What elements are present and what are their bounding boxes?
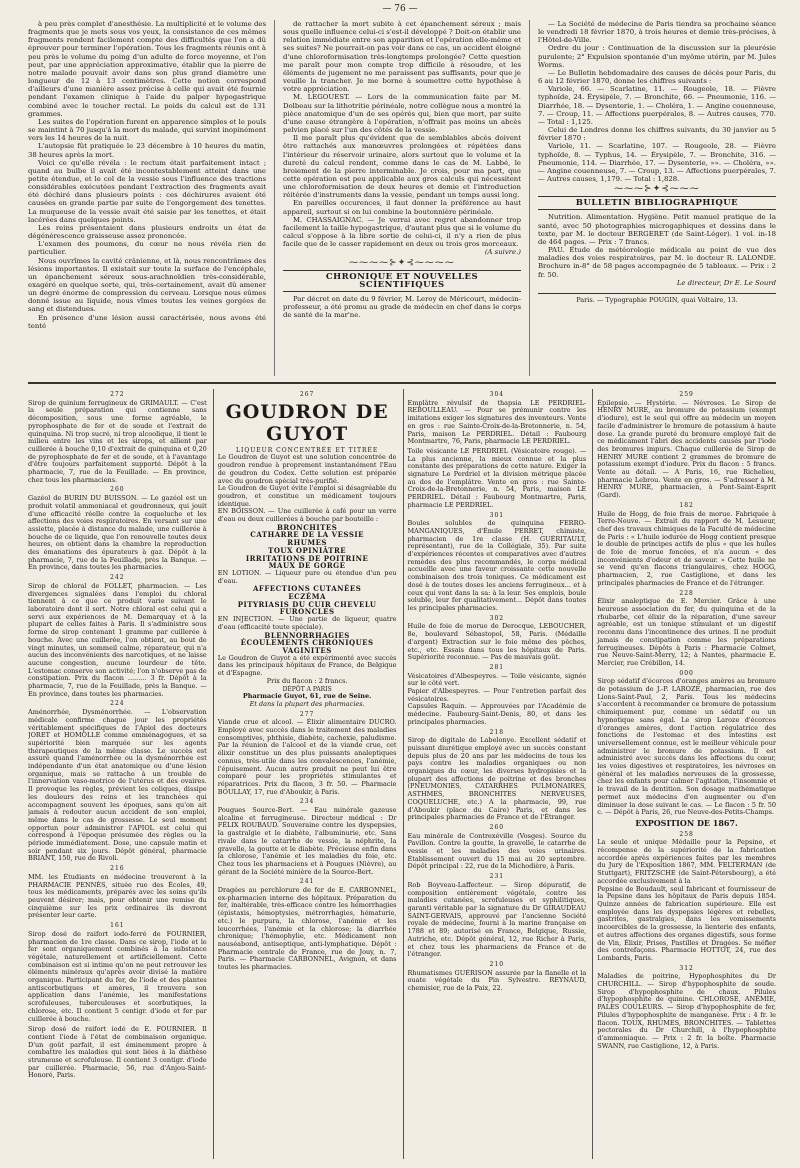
ad-pougues: Pougues Source-Bert. — Eau minérale gazeuse alcaline et ferrugineuse. Directeur médical : Dr FÉLIX ROUBAUD. Souveraine contre les dyspepsies, la gastralgie et le diabète, l'albuminurie, etc. Sans rivale dans le catarrhe de vessie, la néphrite, la gravelle, la goutte et le diabète. Précieuse enfin dans la chlorose, l'anémie et les maladies du foie, etc. Chez tous les pharmaciens et à Pougues (Nièvre), au gérant de la Société minière de la Source-Bert.: [217, 806, 397, 876]
ad-viande-crue: Viande crue et alcool. — Élixir alimentaire DUCRO. Employé avec succès dans le traitement des maladies consomptives, phthisie, diabète, cachexie, paludisme. Par la réunion de l'alcool et de la viande crue, cet élixir constitue un des plus puissants analeptiques connus, très-utile dans les convalescences, l'anémie, l'épuisement. Aucun autre produit ne peut lui être comparé pour les propriétés stimulantes et réparatrices. Prix du flacon, 3 fr. 50. — Pharmacie BOULLAY, 17, rue d'Aboukir, à Paris.: [217, 718, 397, 796]
article-column-3: [538, 20, 776, 376]
ad-emplatre: Emplâtre révulsif de thapsia LE PERDRIEL-REBOULLEAU. — Pour se prémunir contre les imitations exiger les signatures des inventeurs. Vente en gros : rue Sainte-Croix-de-la-Bretonnerie, n. 54, Paris, maison Le PERDRIEL. Détail : Faubourg Montmartre, 76, Paris, pharmacie LE PERDRIEL.: [407, 398, 587, 446]
list-item: MAUX DE GORGE: [268, 561, 346, 571]
ad-number: 281: [489, 663, 505, 671]
ad-number: 210: [489, 960, 505, 968]
ad-amenorrhee: Aménorrhée, Dysménorrhée. — L'observation médicale confirme chaque jour les propriétés véritablement spécifiques de l'Apiol des docteurs JORET et HOMOLLE comme emménagogues, et sa supériorité bien marquée sur les agents thérapeutiques de la même classe. Le succès est assuré quand l'aménorrhée ou la dysménorrhée est indépendante d'un état anatomique ou d'une lésion organique, mais se rattache à un trouble de l'innervation vaso-motrice de l'utérus et des ovaires. Il provoque les règles, prévient les coliques, dissipe les douleurs des reins et les tranchées qui accompagnent souvent les époques, sans qu'on ait jamais à redouter aucun accident de son emploi, même dans le cas de grossesse. Le seul moment opportun pour administrer l'APIOL est celui qui correspond à l'époque présumée des règles ou la période immédiatement. Dose, une capsule matin et soir pendant six jours. Dépôt général, pharmacie BRIANT, 150, rue de Rivoli.: [28, 708, 207, 863]
ad-number: 272: [110, 391, 125, 398]
list-item: AFFECTIONS CUTANÉES: [252, 584, 362, 594]
paragraph: Celui de Londres donne les chiffres suivants, du 30 janvier au 5 février 1870 :: [537, 126, 776, 143]
ad-goudron-text: Le Goudron de Guyot est une solution concentrée de goudron rendue à proprement instantanément l'Eau de goudron du Codex. Cette solution est préparée avec du goudron spécial très-purifié.: [217, 453, 397, 485]
ad-sirop-quinium: Sirop de quinium ferrugineux de GRIMAULT. — C'est la seule préparation qui contienne sans décomposition, sous une forme agréable, le pyrophosphate de fer et de soude et l'extrait de quinquina. Ni trop sucré, ni trop alcoolique, il tient le milieu entre les vins et les sirops, et allient par cuillerée à bouche 0,10 d'extrait de quinquina et 0,20 de pyrophosphate de fer et de soude, et à l'avantage d'être toujours parfaitement supporté. Dépôt à la pharmacie, 7, rue de la Feuillade. — En province, chez tous les pharmaciens.: [28, 398, 207, 484]
ad-goudron-text: EN BOISSON. — Une cuillerée à café pour un verre d'eau ou deux cuillerées à bouche par bouteille :: [217, 507, 397, 524]
ad-number: 258: [679, 830, 694, 838]
paragraph: Voici ce qu'elle révéla : le rectum était parfaitement intact ; quand au bulbe il avait été incontestablement atteint dans une petite étendue, et le col de la vessie sous l'influence des tractions considérables exécutées pendant l'extraction des fragments avait été déchiré dans plusieurs points : ces déchirures avaient été causées en grande partie par suite de l'engorgement des tenettes. La muqueuse de la vessie avait été saisie par les tenettes, et était lacérées dans quelques points.: [28, 158, 267, 224]
ad-column-2: [213, 389, 397, 1159]
paragraph: Ordre du jour : Continuation de la discussion sur la pleurésie purulente; 2° Expulsion spontanée d'un myôme utérin, par M. Jules Worms.: [537, 44, 776, 69]
ad-column-4: [592, 389, 776, 1159]
section-title-chronique: CHRONIQUE ET NOUVELLES SCIENTIFIQUES: [283, 270, 521, 292]
ad-vesicatoires: Vésicatoires d'Albespeyres. — Toile vésicante, signée sur le côté vert.: [407, 671, 587, 688]
ad-sirop-digitale: Sirop de digitale de Labelonye. Excellent sédatif et puissant diurétique employé avec un succès constant depuis plus de 20 ans par les médecins de tous les pays contre les maladies organiques ou non organiques du cœur, les diverses hydropisies et la plupart des affections de poitrine et des bronches (PNEUMONIES, CATARRHES PULMONAIRES, ASTHMES, BRONCHITES NERVEUSES, COQUELUCHE, etc.) A la pharmacie, 99, rue d'Aboukir (place du Caire) Paris, et dans les principales pharmacies de France et de l'Étranger.: [407, 736, 587, 822]
ad-number: 228: [679, 589, 694, 597]
ad-rob-boyveau: Rob Boyveau-Laffecteur. — Sirop dépuratif, de composition entièrement végétale, contre les maladies cutanées, scrofuleuses et syphilitiques, garanti véritable par la signature du Dr GIRAUDEAU SAINT-GERVAIS, approuvé par l'ancienne Société royale de médecine, fourni à la marine française en 1788 et 89; autorisé en France, Belgique, Russie, Autriche, etc. Dépôt général, 12, rue Richer à Paris, et chez tous les pharmaciens de France et de l'étranger.: [407, 880, 587, 959]
ad-goudron-depot: DÉPÔT A PARIS: [282, 685, 332, 693]
ad-goudron-text: EN LOTION. — Liqueur pure ou étendue d'un peu d'eau.: [217, 568, 397, 585]
ad-goudron-text: Le Goudron de Guyot a été expérimenté avec succès dans les principaux hôpitaux de France, de Belgique et d'Espagne.: [217, 653, 397, 678]
ad-column-3: [403, 389, 587, 1159]
ad-capsules-raquin: Capsules Raquin. — Approuvées par l'Académie de médecine. Faubourg-Saint-Denis, 80, et dans les principales pharmacies.: [407, 702, 587, 726]
ad-goudron-price: Prix du flacon : 2 francs.: [266, 676, 348, 685]
ad-number: 260: [489, 823, 505, 831]
paragraph: à peu près complet d'anesthésie. La multiplicité et le volume des fragments que je mets sous vos yeux, la consistance de ces mêmes fragments rendent facilement compte des difficultés que l'on a dû éprouver pour terminer l'opération. Tous les fragments réunis ont à peu près le volume du poing d'un adulte de force moyenne, et l'on peut, par une appréciation approximative, établir que la pierre de notre malade pouvait avoir dans son plus grand diamètre une longueur de 12 à 13 centimètres. Cette notion correspond d'ailleurs d'une manière assez précise à celle qui avait été fournie pendant l'examen clinique à l'aide du palper hypogastrique combiné avec le toucher rectal. Le poids du calcul est de 131 grammes.: [28, 20, 267, 118]
paragraph: Variole, 11. — Scarlatine, 107. — Rougeole, 28. — Fièvre typhoïde, 8. — Typhus, 14. — Érysipèle, 7. — Bronchite, 316. — Pneumonie, 114. — Diarrhée, 17. — Dysenterie, »». — Choléra, »». — Angine couenneuse, 7. — Croup, 13. — Affections puerpérales, 7. — Autres causes, 1,179. — Total : 1,828.: [537, 142, 776, 183]
ad-number: 161: [110, 922, 125, 930]
article-column-2: [283, 20, 521, 376]
ad-gazeol: Gazéol de BURIN DU BUISSON. — Le gazéol est un produit volatil ammoniacal et goudronneux, qui jouit d'une efficacité réelle contre la coqueluche et les affections des voies respiratoires. En versant sur une assiette, placée à distance du malade, une cuillerée à bouche de ce liquide, que l'on renouvelle toutes deux heures, on obtient dans la chambre la reproduction des émanations des épurateurs à gaz. Dépôt à la pharmacie, 7, rue de la Feuillade, près la Banque. — En province, dans toutes les pharmacies.: [28, 494, 207, 572]
page-number: — 76 —: [382, 4, 418, 14]
article-column-1: [28, 20, 266, 376]
paragraph: L'autopsie fût pratiquée le 23 décembre à 10 heures du matin, 38 heures après la mort.: [28, 142, 267, 159]
paragraph: Il me paraît plus qu'évident que de semblables abcès doivent être rattachés aux manœuvres prolongées et répétées dans l'intérieur du réservoir urinaire, alors surtout que le volume et la dureté du calcul rendent, comme dans le cas de M. Labbé, le broiement de la pierre interminable. Je crois, pour ma part, que cette opération est peu applicable aux gros calculs qui nécessitent une chloroformisation de deux heures et demie et l'introduction réitérée d'instruments dans la vessie, pendant un temps aussi long.: [282, 134, 521, 200]
advertisements-section: [28, 389, 776, 1159]
list-item: CATHARRE DE LA VESSIE: [250, 530, 364, 540]
list-item: TOUX OPINIÂTRE: [268, 545, 347, 555]
paragraph: Nutrition. Alimentation. Hygiène. Petit manuel pratique de la santé, avec 50 photographies microgaphiques et dessins dans le texte, par M. le docteur BERGERET (de Saint-Léger). 1 vol. in-18 de 464 pages. — Prix : 7 francs.: [537, 213, 776, 246]
list-item: BLENNORRHAGIES: [264, 630, 350, 640]
section-rule: [28, 382, 776, 384]
list-item: FURONCLES: [279, 607, 335, 617]
ad-elixir-mercier: Élixir analeptique de E. Mercier. Grâce à une heureuse association du fer, du quinquina et de la rhubarbe, cet élixir de la réparation, d'une saveur agréable, est un tonique stimulant et un digestif reconnu dans l'incontinence des urines. Il ne produit jamais de constipation comme les préparations ferrugineuses. Dépôts à Paris : Pharmacie Colmet, rue Neuve-Saint-Merry, 12; à Nantes, pharmacie E. Mercier, rue Crébillon, 14.: [597, 597, 776, 667]
ad-number: 231: [489, 873, 505, 881]
ad-number: 302: [489, 614, 505, 622]
ad-number: 218: [489, 728, 505, 736]
ad-goudron-title: GOUDRON DE GUYOT: [225, 400, 389, 445]
ad-number: 277: [299, 710, 315, 718]
list-item: ECZÉMA: [288, 592, 326, 602]
ad-number: 267: [299, 391, 315, 398]
paragraph: Les suites de l'opération furent en apparence simples et le pouls se maintint à 70 jusqu'à la mort du malade, qui survint inopinément vers les 14 heures de la nuit.: [28, 117, 267, 143]
exposition-heading: EXPOSITION DE 1867.: [635, 817, 738, 828]
to-be-continued: (A suivre.): [484, 248, 521, 257]
ad-hypophosphites: Maladies de poitrine, Hypophosphites du Dr CHURCHILL. — Sirop d'hypophosphite de soude. Sirop d'hypophosphite de chaux. Pilules d'hypophosphite de quinine. CHLOROSE, ANÉMIE, PALES COULEURS. — Sirop d'hypophosphite de fer, Pilules d'hypophosphite de manganèse. Prix : 4 fr. le flacon. TOUX, RHUMES, BRONCHITES. — Tablettes pectorales du Dr Churchill, à l'hypophosphite d'ammoniaque. — Prix : 2 fr. la boîte. Pharmacie SWANN, rue Castiglione, 12, à Paris.: [597, 972, 776, 1050]
list-item: IRRITATIONS DE POITRINE: [245, 553, 369, 563]
ad-raifort-iode: Sirop dosé de raifort iodé de E. FOURNIER. Il contient l'iode à l'état de combinaison organique. D'un goût parfait, il est éminemment propre à combattre les maladies qui sont liées à la diathèse strumeuse et scrofuleuse. Il contient 3 centigr. d'iode par cuillerée. Pharmacie, 56, rue d'Anjou-Saint-Honoré, Paris.: [28, 1025, 207, 1080]
ad-number: 224: [110, 700, 125, 708]
list-item: RHUMES: [287, 538, 327, 548]
paragraph: — La Société de médecine de Paris tiendra sa prochaine séance le vendredi 18 février 1870, à trois heures et demie très-précises, à l'Hôtel-de-Ville.: [537, 20, 776, 45]
ad-number: 216: [110, 865, 125, 873]
ad-boules-quinquina: Boules solubles de quinquina FERRO-MANGANIQUES, d'Émile PERRET, chimiste, pharmacien de 1re classe (H. GUÉRITAULT, représentant), rue de la Collégiale, 35). Par suite d'expériences récentes et comparatives avec d'autres remèdes des plus recommandés, le corps médical accueille avec une faveur croissante cette nouvelle combinaison des trois toniques. Ce médicament est dosé à de toutes doses les anciens ferrugineux... et à ceux qui vont dans la sa: à la leur. Ses emplois, boule soluble, leur fer qualitativement... Dépôt dans toutes les principales pharmacies.: [407, 519, 587, 612]
ad-number: 312: [679, 964, 694, 972]
paragraph: M. LEGOUEST. — Lors de la communication faite par M. Dolbeau sur la lithotritie périnéale, notre collègue nous a montré la pièce anatomique d'un de ses opérés qui, bien que mort, par suite d'une cause étrangère à l'opération, n'offrait pas moins un abcès pelvien placé sur l'un des côtés de la vessie.: [282, 93, 521, 135]
ad-number: 260: [110, 486, 125, 494]
ad-number: 234: [299, 798, 315, 806]
paragraph: — Le Bulletin hebdomadaire des causes de décès pour Paris, du 6 au 12 février 1870, donne les chiffres suivants :: [537, 68, 776, 86]
ad-goudron-pharmacy: Pharmacie Guyot, 61, rue de Seine.: [242, 692, 372, 701]
paragraph: L'examen des poumons, du cœur ne nous révéla rien de particulier.: [28, 240, 267, 257]
ad-number: 301: [489, 511, 505, 519]
director-signature: Le directeur, Dr E. Le Sourd: [676, 278, 776, 287]
list-item: BRONCHITES: [276, 522, 338, 532]
paragraph: En pareilles occurences, il faut donner la préférence au haut appareil, surtout si on lui combine la boutonnière périnéale.: [282, 199, 521, 216]
list-item: VAGINITES: [282, 645, 332, 655]
column-divider: [274, 20, 275, 376]
paragraph: M. CHASSAIGNAC. — Je verrai avec regret abandonner trop facilement la taille hypogastrique, d'autant plus que si le volume du calcul s'oppose à la libre sortie de celui-ci, il n'y a rien de plus facile que de le casser rapidement en deux ou trois gros morceaux.: [282, 215, 521, 249]
ad-sirop-sedatif: Sirop sédatif d'écorces d'oranges amères au bromure de potassium de J.-P. LAROZE, pharmacien, rue des Lions-Saint-Paul, 2, Paris. Tous les médecins s'accordent à recommander ce bromure de potassium chimiquement pur, comme un sédatif ou un hypnotique sans égal. Le sirop Laroze d'écorces d'oranges amères, dont l'action régulatrice des fonctions de l'estomac et des intestins est universellement connue, est le meilleur véhicule pour administrer le bromure de potassium. Il est administré avec succès dans les affections du cœur, les voies digestives et respiratoires, les névroses en général et les maladies nerveuses de la grossesse, chez les enfants pour calmer l'agitation, l'insomnie et le travail de la dentition. Son dosage mathématique permet aux médecins d'en augmenter ou d'en diminuer la dose suivant le cas. — Le flacon : 5 fr. 50 c. — Dépôt à Paris, 26, rue Neuve-des-Petits-Champs.: [597, 677, 776, 817]
list-item: ÉCOULEMENTS CHRONIQUES: [240, 638, 374, 648]
paragraph: Par décret en date du 9 février, M. Leroy de Méricourt, médecin-professeur, a été promu au grade de médecin en chef dans le corps de santé de la mar'ne.: [282, 295, 521, 320]
ad-pepsine: Pepsine de Boudault, seul fabricant et fournisseur de la Pepsine dans les hôpitaux de Paris depuis 1854. Quinze années de fabrication supérieure. Elle est employée dans les dyspepsies légères et rebelles, gastrites, gastralgies, dans les vomissements incoercibles de la grossesse, la lienterie des enfants, et autres affections des organes digestifs, sous forme de Vin, Élixir, Prises, Pastilles et Dragées. Se méfier des contrefaçons. Pharmacie HOTTOT, 24, rue des Lombards, Paris.: [597, 884, 776, 962]
ad-number: 182: [679, 501, 694, 509]
ad-number: 242: [110, 574, 125, 582]
editorial-section: [28, 20, 776, 376]
column-divider: [529, 20, 530, 376]
ad-dragees: Dragées au perchlorure de fer de E. CARBONNEL, ex-pharmacien interne des hôpitaux. Préparation du fer, inaltérable, très-efficace contre les hémorrhagies (épistaxis, hémoptysies, métrorrhagies, hématurie, etc.) le purpura, la chlorose, l'anémie et les leucorrhées, l'anémie et la chlorose; la diarrhée chronique; l'hémophylie, etc. Médicament non nauséabond, antiseptique, anti-lymphatique. Dépôt : Pharmacie centrale de France, rue de Jouy, n. 7, Paris. — Pharmacie CARBONNEL, Avignon, et dans toutes les pharmacies.: [217, 886, 397, 972]
ad-sirop-chloral: Sirop de chloral de FOLLET, pharmacien. — Les divergences signalées dans l'emploi du chloral tiennent à ce que ce produit varie suivant le laboratoire dont il sort. Notre chloral est celui qui a servi aux expériences de M. Demarquay et à la plupart de celles faites à Paris. Il s'administre sous forme de sirop contenant 1 gramme par cuillerée à bouche. Avec une cuillerée, l'on obtient, au bout de vingt minutes, un sommeil calme, réparateur, qui n'a aucun des inconvénients des narcotiques, et ne laisse aucune congestion, aucune lourdeur de tête. L'estomac conserve son activité; l'on n'observe pas de constipation. Prix du flacon ......... 3 fr. Dépôt à la pharmacie, 7, rue de la Feuillade, près la Banque. — En province, dans toutes les pharmacies.: [28, 581, 207, 698]
ad-number: 304: [489, 391, 505, 398]
ad-huile-hogg: Huile de Hogg, de foie frais de morue. Fabriquée à Terre-Neuve. — Extrait du rapport de M. Lesueur, chef des travaux chimiques de la Faculté de médecine de Paris : « L'huile iodurée de Hogg contient presque le double de principes actifs de plus « que les huiles de foie de morue foncées, et n'a aucun « des inconvénients d'odeur et de saveur. » Cette huile ne se vend qu'en flacons triangulaires, chez HOGG, pharmacien, 2, rue Castiglione, et dans les principales pharmacies de France et de l'étranger.: [597, 509, 776, 587]
printer-line: Paris. — Typographie POUGIN, quai Voltaire, 13.: [538, 293, 776, 304]
ad-etudiants: MM. les Étudiants en médecine trouveront à la PHARMACIE PENNÈS, située rue des Écoles, 49, tous les médicaments, préparés avec les soins qu'ils peuvent désirer; mais, pour obtenir une remise du cinquième sur les prix ordinaires ils devront présenter leur carte.: [28, 872, 207, 920]
paragraph: PAU. Étude de météorologie médicale au point de vue des maladies des voies respiratoires, par M. le docteur R. LALONDE. Brochure in-8° de 58 pages accompagnée de 5 tableaux. — Prix : 2 fr. 50.: [537, 246, 776, 279]
paragraph: Nous ouvrîmes la cavité crânienne, et là, nous rencontrâmes des lésions importantes. Il existait sur toute la surface de l'encéphale, un épanchement séreux sous-arachnoïdien très-considérable, exagéré en quelque sorte, qui, très-certainement, avait dû amener un degré énorme de compression du cerveau. Lorsque nous eûmes donné issue au liquide, nous vîmes toutes les veines gorgées de sang et distendues.: [28, 256, 267, 314]
ornament-divider: ⁓⁓⁓⊱✦⊰⁓⁓⁓: [614, 184, 700, 195]
ad-column-1: [28, 389, 207, 1159]
ad-number: 259: [679, 391, 694, 398]
ornament-divider: ⁓⁓⁓⁓⊱✦⊰⁓⁓⁓⁓: [349, 257, 455, 268]
ad-contrexeville: Eau minérale de Contrexéville (Vosges). Source du Pavillon. Contre la goutte, la gravelle, le catarrhe de vessie et les maladies des voies urinaires. Établissement ouvert du 15 mai au 20 septembre. Dépôt principal : 22, rue de la Michodière, à Paris.: [407, 831, 587, 871]
ad-goudron-text: Le Goudron de Guyot évite l'emploi si désagréable du goudron, et constitue un médicament toujours identique.: [217, 484, 397, 508]
ad-epilepsie: Épilepsie. — Hystérie. — Névroses. Le Sirop de HENRY MURE, au bromure de potassium (exempt d'iodure), est le seul qui offre au médecin un moyen facile d'administrer le bromure de potassium à haute dose. La grande pureté du bromure employé fait de ce médicament l'abri des accidents causés par l'iode des bromures impurs. Chaque cuillerée de Sirop de HENRY MURE contient 2 grammes de bromure de potassium exempt d'iodure. Prix du flacon : 5 francs. Vente au détail. — A Paris, 16, rue Richelieu, pharmacie Lebrou. Vente en gros. — S'adresser à M. HENRY MURE, pharmacien, à Pont-Saint-Esprit (Gard).: [597, 398, 776, 500]
ad-goudron-subtitle: LIQUEUR CONCENTRÉE ET TITRÉE: [235, 446, 379, 454]
ad-huile-derocque: Huile de foie de morue de Derocque, LEBOUCHER, 8e, boulevard Sébastopol, 58, Paris. (Médaille d'argent) Extraction sur le foie même des pêches, etc., etc. Essais dans tous les hôpitaux de Paris. Supériorité reconnue. — Pas de mauvais goût.: [407, 622, 587, 662]
ad-raifort-iodo-ferre: Sirop dosé de raifort iodo-ferré de FOURNIER, pharmacien de 1re classe. Dans ce sirop, l'iode et le fer sont organiquement combinés à la substance végétale, naturellement et artificiellement. Cette combinaison est si intime qu'on ne peut retrouver les éléments minéraux qu'après avoir divisé la matière organique. Participant du fer, de l'iode et des plantes antiscorbutiques et amères, il trouvera son application dans l'anémie, les manifestations scrofuleuses, tuberculeuses et scorbutiques, la chlorose, etc. Il contient 5 centigr. d'iode et fer par cuillerée à bouche.: [28, 929, 207, 1023]
section-title-bulletin: BULLETIN BIBLIOGRAPHIQUE: [538, 196, 776, 210]
ad-medaille: La seule et unique Médaille pour la Pepsine, et récompense de la supériorité de la fabrication accordée après expériences faites par les membres du Jury de l'Exposition 1867, MM. FELTERMAN (de Stuttgart), FRITZSCHE (de Saint-Pétersbourg), a été accordée exclusivement à la: [597, 838, 776, 885]
paragraph: Variole, 66. — Scarlatine, 11. — Rougeole, 18. — Fièvre typhoïde, 24. Érysipèle, 7. — Bronchite, 66. — Pneumonie, 116. — Diarrhée, 18. — Dysenterie, 1. — Choléra, 1. — Angine couenneuse, 7. — Croup, 11. — Affections puerpérales, 8. — Autres causes, 770. — Total : 1,125.: [537, 85, 776, 126]
ad-goudron-note: Et dans la plupart des pharmacies.: [249, 699, 365, 708]
ad-toile-vesicante: Toile vésicante LE PERDRIEL (Vésicatoire rouge). — La plus ancienne, la mieux connue et la plus constante des préparations de cette nature. Exiger la signature Le Perdriel et la division métrique placée au dos de l'emplâtre. Vente en gros : rue Sainte-Croix-de-la-Bretonnerie, n. 54, Paris, maison LE PERDRIEL. Détail : Faubourg Montmartre, Paris, pharmacie LE PERDRIEL.: [407, 446, 587, 509]
paragraph: de rattacher la mort subite à cet épanchement séreux ; mais sous quelle influence celui-ci s'est-il développé ? Doit-on établir une relation immédiate entre son apparition et l'opération elle-même et ses suites? Ne pourrait-on pas voir dans ce cas, un accident éloigné d'une chloroformisation très-longtemps prolongée? Cette question me paraît pour mon compte trop difficile à résoudre, et les éléments de jugement ne me paraissent pas suffisants, pour que je veuille la trancher. Je me borne à soumettre cette hypothèse à votre appréciation.: [282, 20, 521, 94]
ad-rhumatismes: Rhumatismes GUÉRISON assurée par la flanelle et la ouate végétale du Pin Sylvestre. REYNAUD, chemisier, rue de la Paix, 22.: [407, 968, 587, 993]
paragraph: En présence d'une lésion aussi caractérisée, nous avons été tenté: [28, 313, 267, 330]
list-item: PITYRIASIS DU CUIR CHEVELU: [237, 599, 377, 609]
ad-number: 241: [299, 878, 315, 886]
ad-papier: Papier d'Albespeyres. — Pour l'entretien parfait des vésicatoires.: [407, 687, 587, 703]
ad-goudron-text: EN INJECTION. — Une partie de liqueur, quatre d'eau (efficacité toute spéciale).: [217, 615, 397, 631]
ad-number: 000: [679, 669, 694, 677]
paragraph: Les reins présentaient dans plusieurs endroits un état de dégénérescence graisseuse assez prononcée.: [28, 223, 267, 241]
